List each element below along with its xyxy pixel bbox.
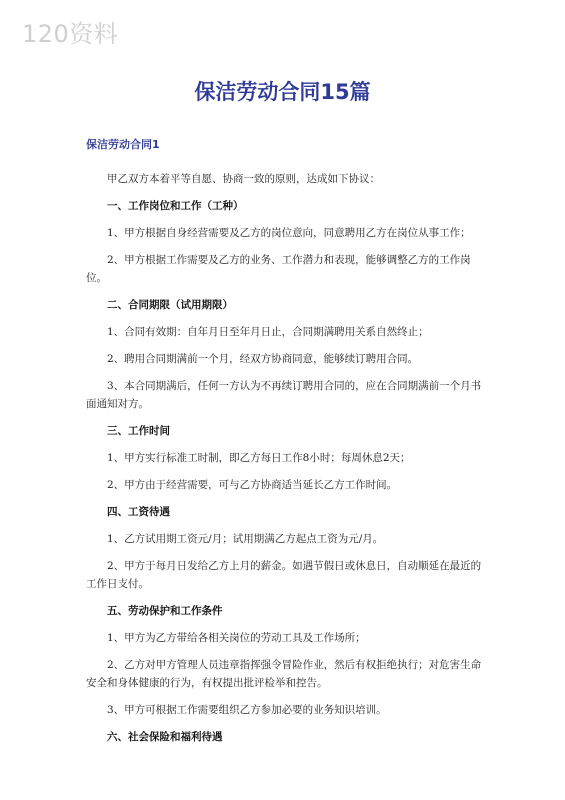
clause-paragraph: 甲乙双方本着平等自愿、协商一致的原则，达成如下协议：: [107, 173, 380, 185]
clause-paragraph: 2、乙方对甲方管理人员违章指挥强令冒险作业，然后有权拒绝执行；对危害生命安全和身体健康的行为，有权提出批评检举和控告。: [86, 659, 482, 689]
document-title: 保洁劳动合同15篇: [194, 80, 371, 104]
clause-paragraph: 2、聘用合同期满前一个月，经双方协商同意，能够续订聘用合同。: [107, 353, 419, 365]
clause-heading: 六、社会保险和福利待遇: [107, 731, 223, 743]
clause-heading: 二、合同期限（试用期限）: [107, 299, 233, 311]
section-subtitle: 保洁劳动合同1: [86, 138, 160, 151]
clause-paragraph: 1、甲方为乙方带给各相关岗位的劳动工具及工作场所；: [107, 632, 366, 644]
clause-heading: 三、工作时间: [107, 425, 170, 437]
clause-paragraph: 3、本合同期满后，任何一方认为不再续订聘用合同的，应在合同期满前一个月书面通知对方。: [86, 380, 482, 410]
clause-heading: 四、工资待遇: [107, 506, 170, 518]
clause-paragraph: 1、甲方实行标准工时制，即乙方每日工作8小时；每周休息2天；: [107, 452, 411, 464]
clause-paragraph: 2、甲方于每月日发给乙方上月的薪金。如遇节假日或休息日，自动顺延在最近的工作日支付。: [86, 560, 482, 590]
watermark-logo: 120资料: [22, 20, 119, 48]
contract-clauses: [86, 170, 486, 746]
clause-paragraph: 2、甲方根据工作需要及乙方的业务、工作潜力和表现，能够调整乙方的工作岗位。: [86, 254, 471, 284]
clause-paragraph: 1、合同有效期：自年月日至年月日止，合同期满聘用关系自然终止；: [107, 326, 429, 338]
clause-paragraph: 2、甲方由于经营需要，可与乙方协商适当延长乙方工作时间。: [107, 479, 398, 491]
clause-heading: 五、劳动保护和工作条件: [107, 605, 223, 617]
clause-paragraph: 1、甲方根据自身经营需要及乙方的岗位意向，同意聘用乙方在岗位从事工作；: [107, 227, 471, 239]
clause-heading: 一、工作岗位和工作（工种）: [107, 200, 244, 212]
clause-paragraph: 1、乙方试用期工资元/月；试用期满乙方起点工资为元/月。: [107, 533, 384, 545]
clause-paragraph: 3、甲方可根据工作需要组织乙方参加必要的业务知识培训。: [107, 704, 387, 716]
document-body: [86, 136, 486, 755]
